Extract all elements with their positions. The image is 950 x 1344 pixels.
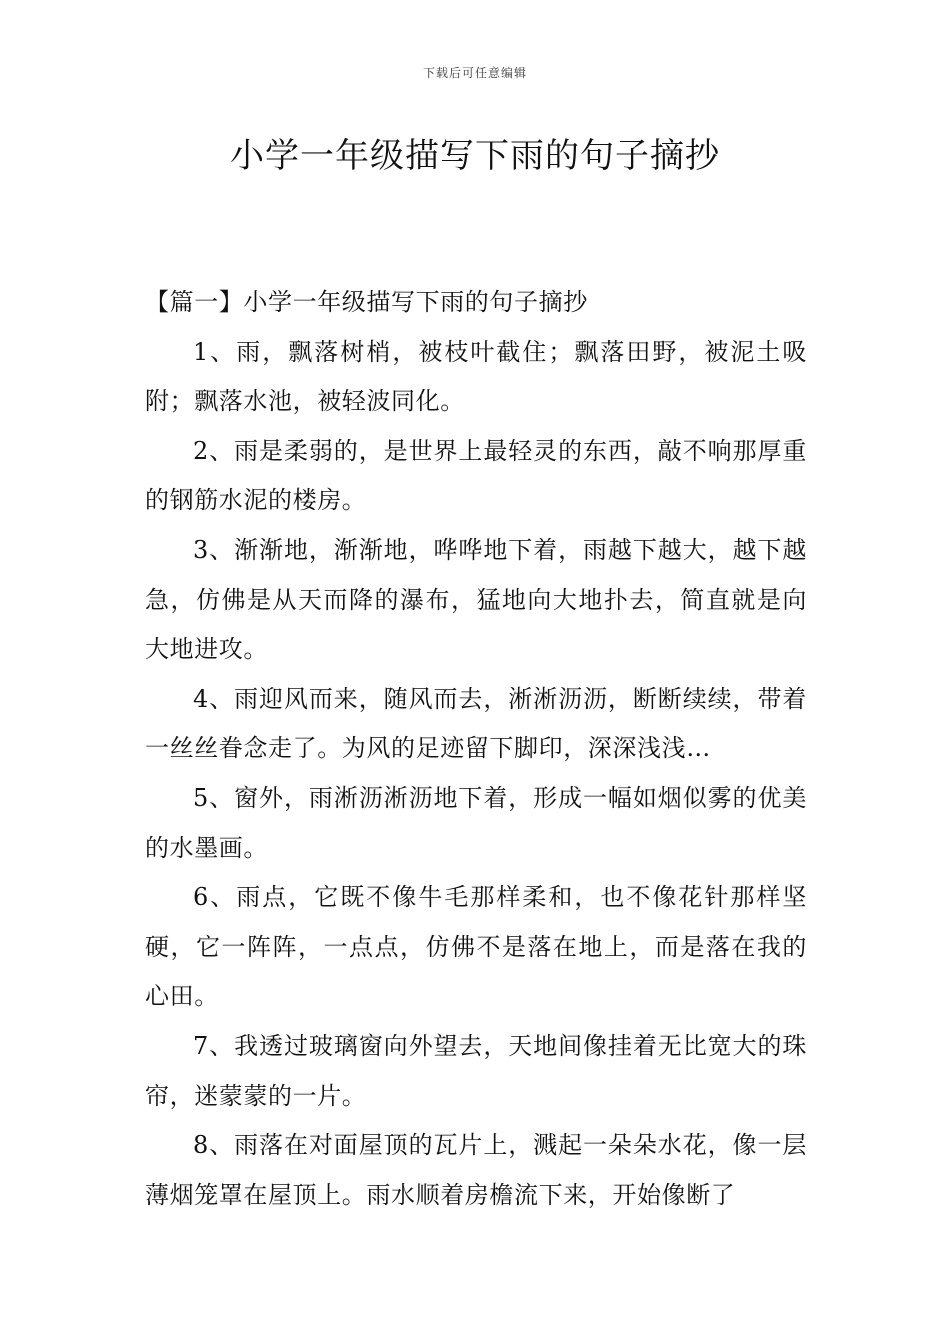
paragraph-4: 4、雨迎风而来，随风而去，淅淅沥沥，断断续续，带着一丝丝眷念走了。为风的足迹留下脚印，深深浅浅… xyxy=(145,684,807,763)
paragraph-1: 1、雨，飘落树梢，被枝叶截住；飘落田野，被泥土吸附；飘落水池，被轻波同化。 xyxy=(145,337,807,416)
document-title: 小学一年级描写下雨的句子摘抄 xyxy=(230,136,720,176)
paragraph-6: 6、雨点，它既不像牛毛那样柔和，也不像花针那样坚硬，它一阵阵，一点点，仿佛不是落在地上，而是落在我的心田。 xyxy=(145,883,807,1011)
header-note: 下载后可任意编辑 xyxy=(422,66,527,80)
paragraph-8: 8、雨落在对面屋顶的瓦片上，溅起一朵朵水花，像一层薄烟笼罩在屋顶上。雨水顺着房檐流下来，开始像断了 xyxy=(145,1131,807,1209)
paragraph-5: 5、窗外，雨淅沥淅沥地下着，形成一幅如烟似雾的优美的水墨画。 xyxy=(145,783,807,862)
paragraph-3: 3、渐渐地，渐渐地，哗哗地下着，雨越下越大，越下越急，仿佛是从天而降的瀑布，猛地向大地扑去，简直就是向大地进攻。 xyxy=(145,535,807,664)
paragraph-2: 2、雨是柔弱的，是世界上最轻灵的东西，敲不响那厚重的钢筋水泥的楼房。 xyxy=(145,436,807,515)
section-heading: 【篇一】小学一年级描写下雨的句子摘抄 xyxy=(145,288,588,316)
paragraph-7: 7、我透过玻璃窗向外望去，天地间像挂着无比宽大的珠帘，迷蒙蒙的一片。 xyxy=(145,1031,807,1110)
document-body xyxy=(145,278,807,1220)
